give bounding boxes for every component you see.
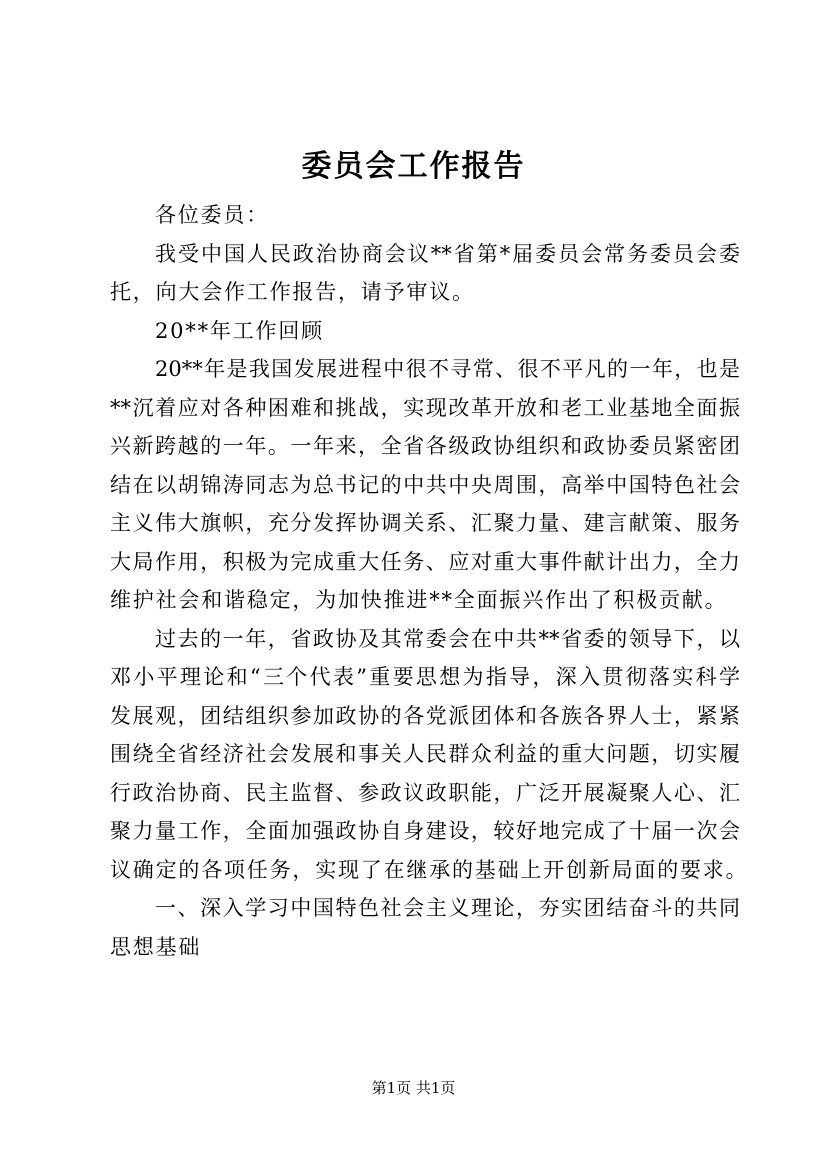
salutation-line: 各位委员： (155, 203, 269, 227)
page-footer: 第1页 共1页 (371, 1079, 456, 1097)
paragraph-line: 我受中国人民政治协商会议**省第*届委员会常务委员会委 (155, 241, 740, 266)
paragraph-line: 大局作用，积极为完成重大任务、应对重大事件献计出力，全力 (110, 549, 740, 574)
paragraph-line: 20**年是我国发展进程中很不寻常、很不平凡的一年，也是 (155, 357, 740, 381)
paragraph-line: 结在以胡锦涛同志为总书记的中共中央周围，高举中国特色社会 (110, 472, 740, 497)
paragraph-line: 托，向大会作工作报告，请予审议。 (110, 280, 475, 304)
paragraph-line: 发展观，团结组织参加政协的各党派团体和各族各界人士，紧紧 (110, 703, 740, 728)
section-heading: 一、深入学习中国特色社会主义理论，夯实团结奋斗的共同 (155, 896, 740, 920)
document-body (110, 196, 749, 966)
paragraph-line: 维护社会和谐稳定，为加快推进**全面振兴作出了积极贡献。 (110, 588, 728, 612)
paragraph-line: 过去的一年，省政协及其常委会在中共**省委的领导下，以 (155, 626, 740, 651)
paragraph-line: 围绕全省经济社会发展和事关人民群众利益的重大问题，切实履 (110, 742, 740, 766)
document-title: 委员会工作报告 (301, 149, 526, 184)
paragraph-line: 行政治协商、民主监督、参政议政职能，广泛开展凝聚人心、汇 (110, 780, 740, 805)
section-heading: 思想基础 (110, 934, 202, 959)
paragraph-line: 兴新跨越的一年。一年来，全省各级政协组织和政协委员紧密团 (110, 434, 740, 458)
paragraph-line: **沉着应对各种困难和挑战，实现改革开放和老工业基地全面振 (110, 395, 740, 420)
paragraph-line: 议确定的各项任务，实现了在继承的基础上开创新局面的要求。 (110, 857, 749, 882)
section-heading: 20**年工作回顾 (155, 318, 324, 343)
paragraph-line: 聚力量工作，全面加强政协自身建设，较好地完成了十届一次会 (110, 819, 740, 843)
paragraph-line: 邓小平理论和“三个代表”重要思想为指导，深入贯彻落实科学 (110, 665, 740, 689)
paragraph-line: 主义伟大旗帜，充分发挥协调关系、汇聚力量、建言献策、服务 (110, 511, 740, 535)
